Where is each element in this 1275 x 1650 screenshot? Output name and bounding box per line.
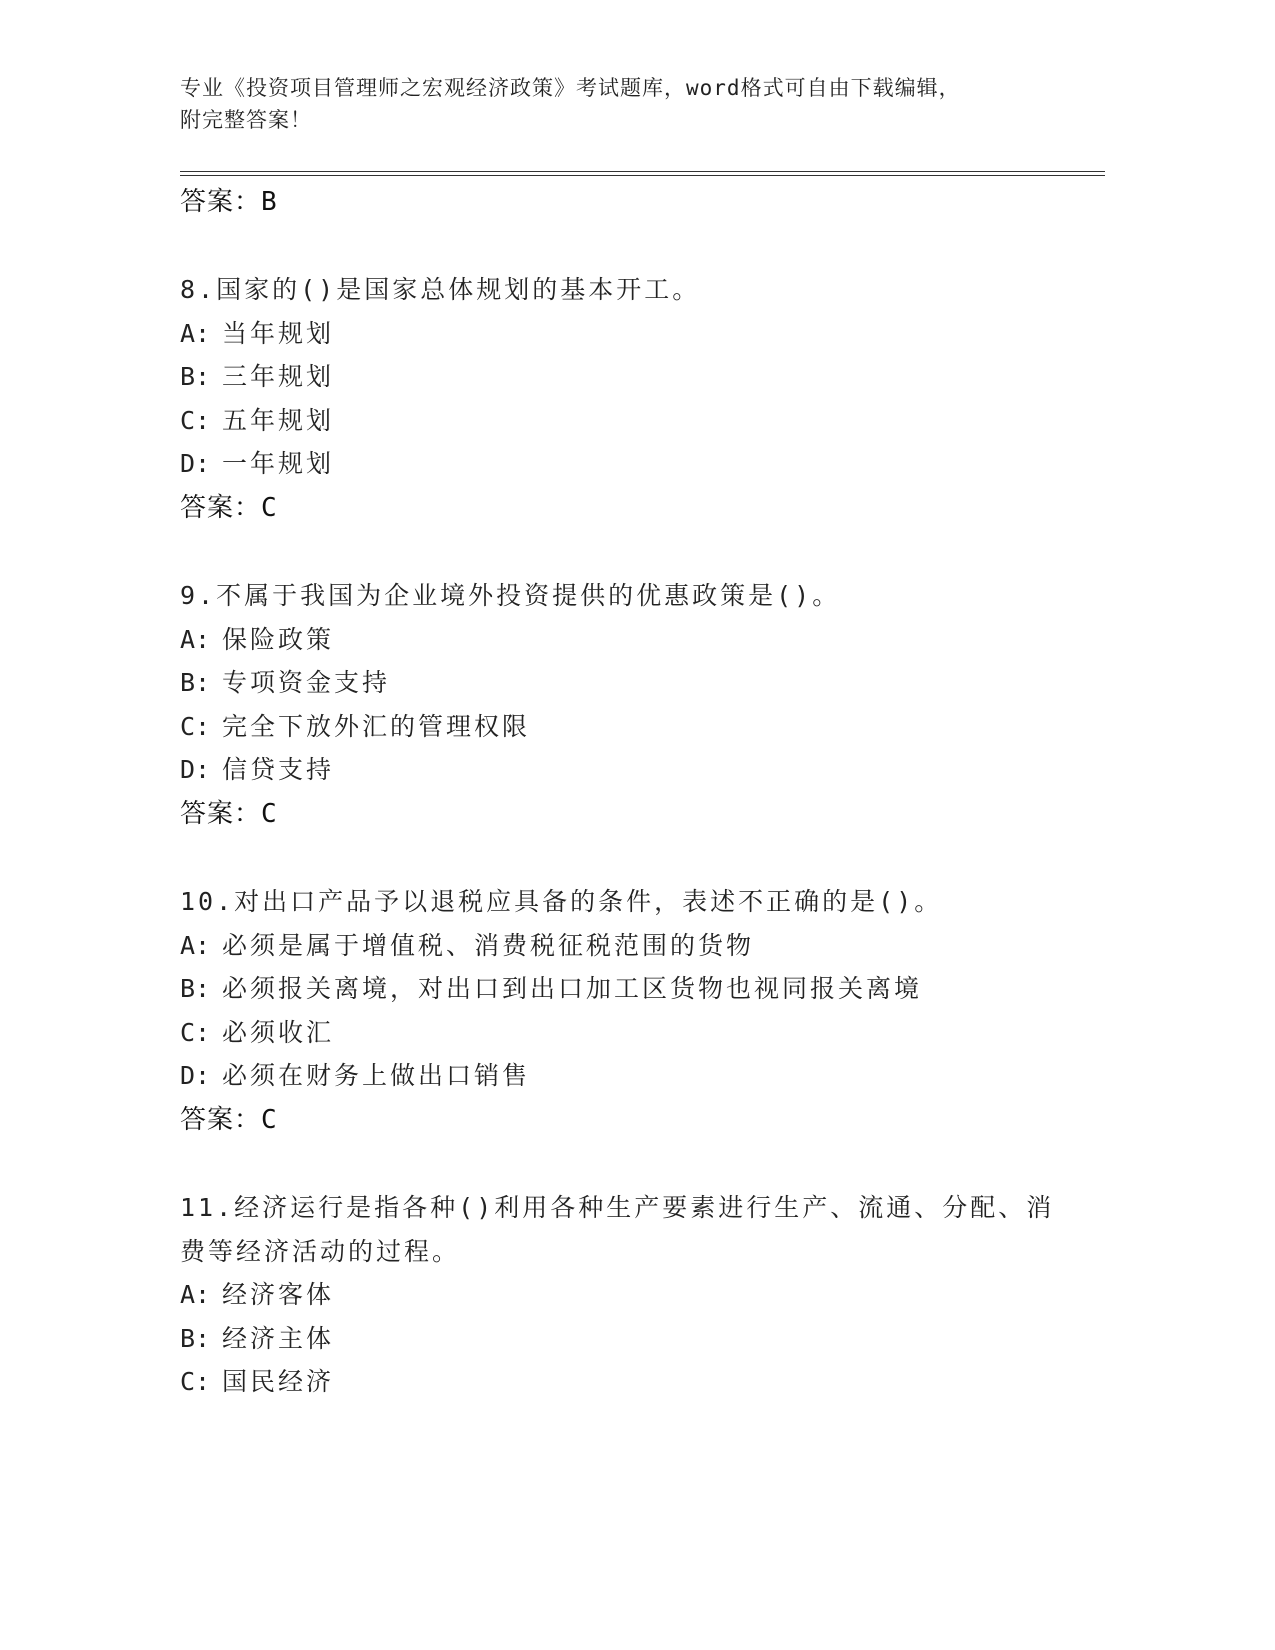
option-key: D: — [180, 1061, 211, 1091]
option-text: 国民经济 — [222, 1367, 335, 1397]
answer-value: C — [261, 492, 278, 523]
question-list — [180, 180, 1080, 1404]
question-item — [180, 574, 1080, 836]
question-stem-line-2: 费等经济活动的过程。 — [180, 1236, 461, 1266]
option-key: A: — [180, 930, 211, 960]
option-key: C: — [180, 1017, 211, 1047]
header-divider-top — [180, 171, 1105, 172]
option-key: B: — [180, 1323, 211, 1353]
option-text: 必须报关离境，对出口到出口加工区货物也视同报关离境 — [222, 974, 923, 1004]
spacer — [180, 530, 1080, 574]
question-item — [180, 1186, 1080, 1404]
answer-label: 答案： — [180, 798, 262, 829]
option-a — [180, 1273, 1080, 1317]
option-text: 完全下放外汇的管理权限 — [222, 711, 531, 741]
question-item — [180, 880, 1080, 1142]
option-key: B: — [180, 362, 211, 392]
option-a — [180, 618, 1080, 662]
answer-value: B — [261, 187, 278, 217]
question-stem: 8.国家的()是国家总体规划的基本开工。 — [180, 275, 701, 304]
option-text: 经济主体 — [222, 1323, 335, 1353]
header-line-2: 附完整答案！ — [180, 108, 312, 132]
option-c — [180, 1360, 1080, 1404]
answer-line — [180, 486, 1080, 530]
option-key: C: — [180, 711, 211, 741]
option-text: 必须在财务上做出口销售 — [222, 1061, 531, 1091]
option-text: 信贷支持 — [222, 755, 335, 785]
option-b — [180, 1317, 1080, 1361]
option-a — [180, 924, 1080, 968]
option-text: 一年规划 — [222, 449, 335, 479]
option-text: 必须是属于增值税、消费税征税范围的货物 — [222, 930, 755, 960]
spacer — [180, 836, 1080, 880]
option-b — [180, 967, 1080, 1011]
option-key: A: — [180, 1280, 211, 1310]
option-text: 当年规划 — [222, 318, 335, 348]
option-key: C: — [180, 1367, 211, 1397]
option-key: D: — [180, 755, 211, 785]
answer-line — [180, 792, 1080, 836]
option-key: A: — [180, 624, 211, 654]
question-item — [180, 268, 1080, 530]
option-text: 必须收汇 — [222, 1017, 335, 1047]
question-stem-line-1: 11.经济运行是指各种()利用各种生产要素进行生产、流通、分配、消 — [180, 1192, 1055, 1222]
spacer — [180, 1142, 1080, 1186]
answer-label: 答案： — [180, 187, 262, 217]
option-text: 五年规划 — [222, 405, 335, 435]
option-key: B: — [180, 668, 211, 698]
answer-line — [180, 1098, 1080, 1142]
option-text: 经济客体 — [222, 1280, 335, 1310]
option-c — [180, 1011, 1080, 1055]
option-text: 保险政策 — [222, 624, 335, 654]
spacer — [180, 224, 1080, 268]
option-key: B: — [180, 974, 211, 1004]
answer-value: C — [261, 798, 278, 829]
option-key: D: — [180, 449, 211, 479]
option-b — [180, 355, 1080, 399]
option-d — [180, 1054, 1080, 1098]
option-key: A: — [180, 318, 211, 348]
header-line-1: 专业《投资项目管理师之宏观经济政策》考试题库，word格式可自由下载编辑， — [180, 76, 961, 100]
option-a — [180, 312, 1080, 356]
question-stem: 10.对出口产品予以退税应具备的条件，表述不正确的是()。 — [180, 886, 943, 916]
option-text: 专项资金支持 — [222, 668, 391, 698]
option-c — [180, 705, 1080, 749]
answer-line — [180, 180, 1080, 224]
option-text: 三年规划 — [222, 362, 335, 392]
option-d — [180, 748, 1080, 792]
option-b — [180, 661, 1080, 705]
option-c — [180, 399, 1080, 443]
answer-label: 答案： — [180, 1104, 262, 1135]
option-key: C: — [180, 405, 211, 435]
option-d — [180, 442, 1080, 486]
question-stem: 9.不属于我国为企业境外投资提供的优惠政策是()。 — [180, 580, 841, 610]
document-header — [180, 72, 1060, 136]
header-divider-bottom — [180, 175, 1105, 176]
answer-value: C — [261, 1104, 278, 1135]
answer-label: 答案： — [180, 492, 262, 523]
